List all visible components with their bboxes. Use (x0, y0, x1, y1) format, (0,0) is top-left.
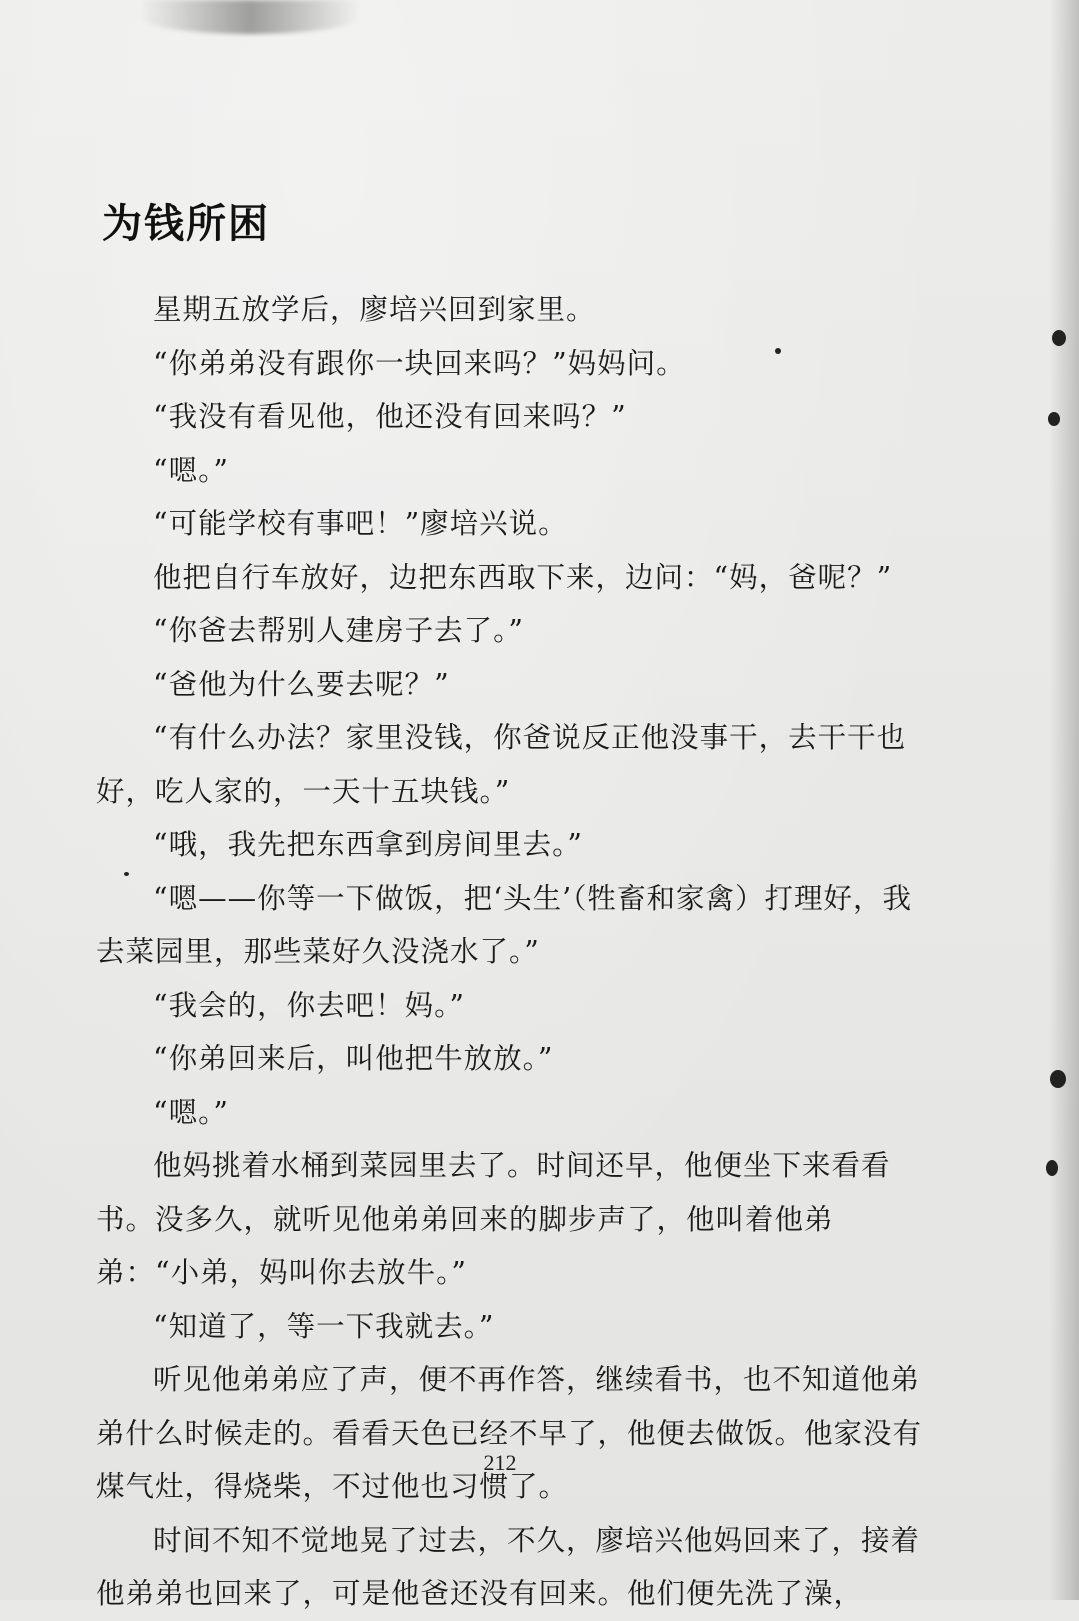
paragraph: “你弟弟没有跟你一块回来吗？”妈妈问。 (153, 346, 686, 380)
paragraph: “你弟回来后，叫他把牛放放。” (153, 1042, 554, 1075)
paragraph: “我没有看见他，他还没有回来吗？” (153, 400, 627, 433)
page-number: 212 (483, 1450, 517, 1475)
scan-spot (1046, 1160, 1058, 1176)
paragraph: “哦，我先把东西拿到房间里去。” (153, 828, 583, 861)
scan-smudge (140, 0, 360, 34)
scan-spot (1048, 412, 1060, 426)
paragraph: 时间不知不觉地晃了过去，不久，廖培兴他妈回来了，接着他弟弟也回来了，可是他爸还没有回来。他们便先洗了澡， (96, 1523, 921, 1610)
paragraph: “我会的，你去吧！妈。” (153, 988, 465, 1022)
paragraph: “嗯——你等一下做饭，把‘头生’（牲畜和家禽）打理好，我去菜园里，那些菜好久没浇水了。” (96, 881, 912, 968)
body-text (96, 283, 936, 1621)
chapter-title: 为钱所困 (102, 200, 270, 247)
scan-spot (1050, 1070, 1066, 1088)
scan-spot (1052, 330, 1066, 346)
paragraph: 他把自行车放好，边把东西取下来，边问：“妈，爸呢？” (153, 560, 893, 594)
scan-edge-shadow (1049, 0, 1079, 1600)
paragraph: “有什么办法？家里没钱，你爸说反正他没事干，去干干也好，吃人家的，一天十五块钱。” (96, 721, 907, 808)
paragraph: “嗯。” (153, 1095, 229, 1129)
paragraph: 星期五放学后，廖培兴回到家里。 (153, 293, 596, 326)
paragraph: “知道了，等一下我就去。” (153, 1309, 495, 1343)
paragraph: 听见他弟弟应了声，便不再作答，继续看书，也不知道他弟弟什么时候走的。看看天色已经不早了，他便去做饭。他家没有煤气灶，得烧柴，不过他也习惯了。 (96, 1363, 923, 1503)
paragraph: “你爸去帮别人建房子去了。” (153, 614, 524, 647)
paragraph: “爸他为什么要去呢？” (153, 667, 450, 701)
paragraph: “可能学校有事吧！”廖培兴说。 (153, 507, 568, 540)
paragraph: 他妈挑着水桶到菜园里去了。时间还早，他便坐下来看看书。没多久，就听见他弟弟回来的脚步声了，他叫着他弟弟：“小弟，妈叫你去放牛。” (96, 1149, 891, 1289)
paragraph: “嗯。” (153, 453, 229, 487)
